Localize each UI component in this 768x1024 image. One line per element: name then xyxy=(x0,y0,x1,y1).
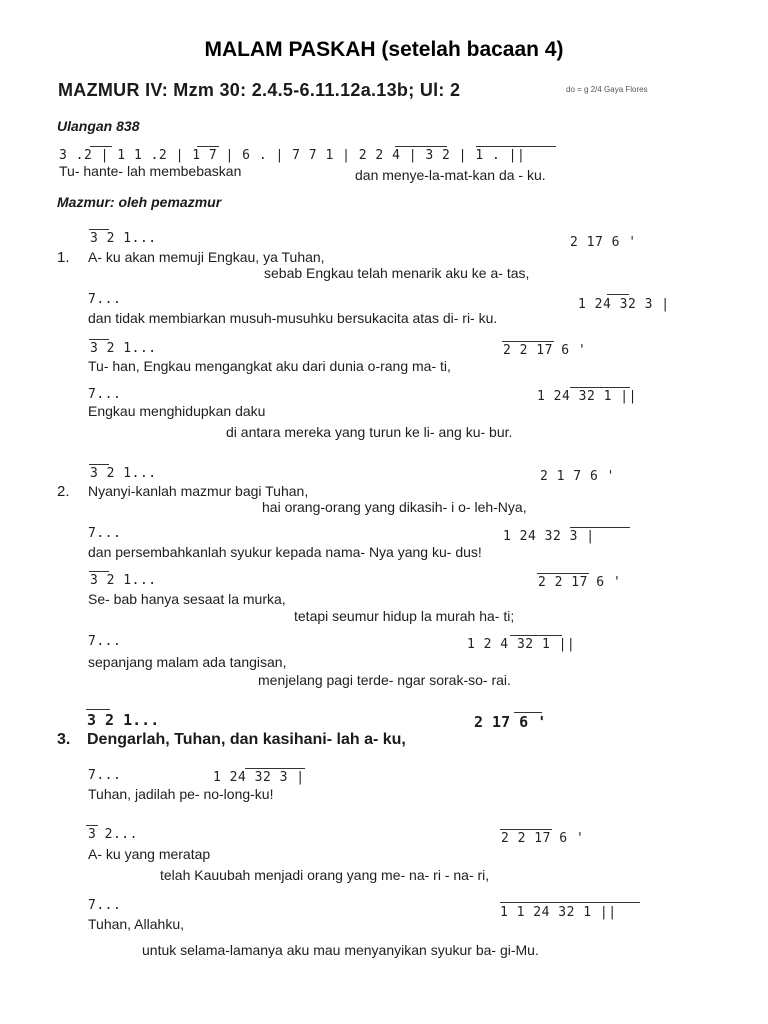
verse3-mid-notes: 1 24 32 3 | xyxy=(213,770,305,785)
notation-bar xyxy=(90,146,112,147)
verse2-line: sepanjang malam ada tangisan, xyxy=(88,654,287,670)
verse3-line: A- ku yang meratap xyxy=(88,846,211,862)
verse3-intro: 3 2... xyxy=(88,827,138,842)
verse2-line: menjelang pagi terde- ngar sorak-so- rai. xyxy=(258,672,511,688)
notation-bar xyxy=(89,464,109,465)
verse3-number: 3. xyxy=(57,731,71,748)
verse2-line: Nyanyi-kanlah mazmur bagi Tuhan, xyxy=(88,483,309,499)
notation-bar xyxy=(86,709,110,710)
notation-bar xyxy=(89,339,109,340)
verse1-line: sebab Engkau telah menarik aku ke a- tas, xyxy=(264,265,530,281)
refrain-lyric-2: dan menye-la-mat-kan da - ku. xyxy=(355,167,546,183)
notation-bar xyxy=(89,229,109,230)
verse3-line: untuk selama-lamanya aku mau menyanyikan syukur ba- gi-Mu. xyxy=(142,942,539,958)
notation-bar xyxy=(500,829,552,830)
verse3-line: Dengarlah, Tuhan, dan kasihani- lah a- ku, xyxy=(87,731,406,748)
verse1-line: Tu- han, Engkau mengangkat aku dari dunia o-rang ma- ti, xyxy=(88,358,451,374)
verse1-line: A- ku akan memuji Engkau, ya Tuhan, xyxy=(88,249,325,265)
verse1-intro: 3 2 1... xyxy=(90,231,157,246)
notation-bar xyxy=(510,635,562,636)
verse2-line: dan persembahkanlah syukur kepada nama- Nya yang ku- dus! xyxy=(88,544,482,560)
refrain-notes: 3 .2 | 1 1 .2 | 1 7 | 6 . | 7 7 1 | 2 2 4 | 3 2 | 1 . || xyxy=(59,148,526,163)
verse1-tail-notes: 1 24 32 3 | xyxy=(578,297,670,312)
verse2-line: Se- bab hanya sesaat la murka, xyxy=(88,591,286,607)
notation-bar xyxy=(89,571,109,572)
verse3-tail-notes: 1 1 24 32 1 || xyxy=(500,905,617,920)
notation-bar xyxy=(537,573,589,574)
verse3-line: Tuhan, Allahku, xyxy=(88,916,184,932)
verse1-tail-notes: 1 24 32 1 || xyxy=(537,389,637,404)
verse1-number: 1. xyxy=(57,249,70,266)
notation-bar xyxy=(245,768,305,769)
psalm-heading: MAZMUR IV: Mzm 30: 2.4.5-6.11.12a.13b; Ul: 2 xyxy=(58,80,461,100)
verse3-tail-notes: 2 17 6 ' xyxy=(474,713,547,731)
key-signature: do = g 2/4 Gaya Flores xyxy=(566,85,648,94)
verse3-line: telah Kauubah menjadi orang yang me- na- ri - na- ri, xyxy=(160,867,490,883)
verse3-intro: 7... xyxy=(88,768,122,783)
verse2-intro: 3 2 1... xyxy=(90,573,157,588)
verse2-line: hai orang-orang yang dikasih- i o- leh-Nya, xyxy=(262,499,527,515)
refrain-lyric-1: Tu- hante- lah membebaskan xyxy=(59,163,242,179)
notation-bar xyxy=(197,146,219,147)
psalm-label: Mazmur: oleh pemazmur xyxy=(57,194,222,210)
verse1-tail-notes: 2 2 17 6 ' xyxy=(503,343,587,358)
verse3-intro: 7... xyxy=(88,898,122,913)
notation-bar xyxy=(476,146,556,147)
page-title: MALAM PASKAH (setelah bacaan 4) xyxy=(204,38,564,61)
verse1-intro: 7... xyxy=(88,292,122,307)
notation-bar xyxy=(607,294,629,295)
verse1-intro: 7... xyxy=(88,387,122,402)
notation-bar xyxy=(570,527,630,528)
verse2-tail-notes: 1 24 32 3 | xyxy=(503,529,595,544)
verse1-line: di antara mereka yang turun ke li- ang ku- bur. xyxy=(226,424,513,440)
verse1-line: dan tidak membiarkan musuh-musuhku bersukacita atas di- ri- ku. xyxy=(88,310,498,326)
verse2-intro: 7... xyxy=(88,634,122,649)
verse3-intro: 3 2 1... xyxy=(87,711,160,729)
verse1-intro: 3 2 1... xyxy=(90,341,157,356)
verse2-tail-notes: 1 2 4 32 1 || xyxy=(467,637,576,652)
refrain-label: Ulangan 838 xyxy=(57,118,140,134)
verse2-intro: 7... xyxy=(88,526,122,541)
notation-bar xyxy=(570,387,630,388)
verse2-number: 2. xyxy=(57,483,70,500)
verse1-tail-notes: 2 17 6 ' xyxy=(570,235,637,250)
notation-bar xyxy=(395,146,447,147)
verse2-tail-notes: 2 1 7 6 ' xyxy=(540,469,615,484)
verse1-line: Engkau menghidupkan daku xyxy=(88,403,266,419)
notation-bar xyxy=(502,341,554,342)
verse2-intro: 3 2 1... xyxy=(90,466,157,481)
notation-bar xyxy=(86,825,98,826)
verse3-tail-notes: 2 2 17 6 ' xyxy=(501,831,585,846)
verse2-line: tetapi seumur hidup la murah ha- ti; xyxy=(294,608,515,624)
verse2-tail-notes: 2 2 17 6 ' xyxy=(538,575,622,590)
verse3-line: Tuhan, jadilah pe- no-long-ku! xyxy=(88,786,274,802)
notation-bar xyxy=(500,902,640,903)
